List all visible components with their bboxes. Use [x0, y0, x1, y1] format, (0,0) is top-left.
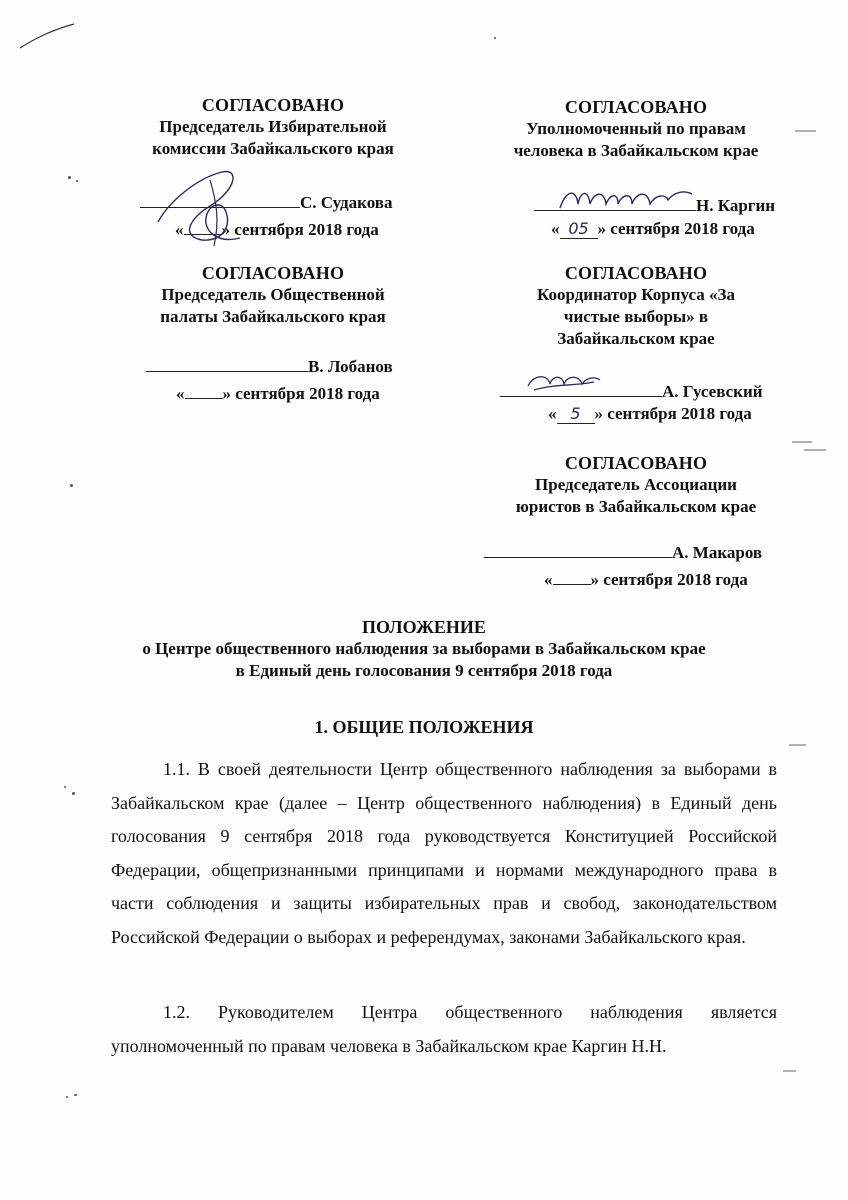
date-month-year: » сентября 2018 года [221, 220, 379, 239]
date-quote-open: « [544, 570, 553, 589]
date-month-year: » сентября 2018 года [594, 404, 752, 423]
signer-name: С. Судакова [300, 193, 393, 212]
date-line-makarov [544, 566, 748, 590]
approval-position-line: Председатель Избирательной [159, 117, 387, 136]
approval-heading: СОГЛАСОВАНО [201, 263, 345, 283]
date-day-blank: 5 [557, 405, 595, 424]
approval-position-line: Председатель Ассоциации [535, 475, 737, 494]
margin-dash-mark [794, 128, 818, 134]
signature-blank [500, 382, 662, 397]
signer-name: А. Гусевский [662, 382, 763, 401]
approval-position-line: юристов в Забайкальском крае [515, 497, 757, 516]
approval-heading: СОГЛАСОВАНО [564, 453, 708, 473]
paragraph-1-1 [111, 753, 777, 954]
paragraph-1-2 [111, 996, 777, 1063]
approval-position-line: Забайкальском крае [557, 329, 715, 348]
approval-position-line: Председатель Общественной [161, 285, 385, 304]
scan-dot [68, 176, 71, 179]
paragraph-text: 1.2. Руководителем Центра общественного наблюдения является уполномоченный по правам человека в Забайкальском крае Каргин Н.Н. [111, 1002, 777, 1056]
signature-blank [146, 357, 308, 372]
approval-position-line: человека в Забайкальском крае [513, 141, 759, 160]
scan-dot [66, 1096, 68, 1098]
document-subtitle-line: о Центре общественного наблюдения за выборами в Забайкальском крае [142, 639, 706, 658]
corner-pen-stroke [18, 22, 78, 52]
date-line-gusevsky [548, 404, 752, 424]
document-subtitle-line: в Единый день голосования 9 сентября 2018 года [235, 661, 613, 680]
paragraph-text: 1.1. В своей деятельности Центр общественного наблюдения за выборами в Забайкальском крае (далее – Центр общественного наблюдения) в Единый день голосования 9 сентября 2018 года руководствуется Конституцией Российской Федерации, общепризнанными принципами и нормами международного права в части соблюдения и защиты избирательных прав и свобод, законодательством Российской Федерации о выборах и референдумах, законами Забайкальского края. [111, 759, 777, 947]
date-quote-open: « [548, 404, 557, 423]
signature-line-sudakova [140, 193, 393, 213]
approval-position-line: Уполномоченный по правам [526, 119, 746, 138]
date-day-blank [553, 566, 591, 585]
signature-blank [140, 193, 300, 208]
date-quote-open: « [551, 219, 560, 238]
approval-block-makarov [486, 452, 786, 518]
signature-line-kargin [534, 196, 775, 216]
date-month-year: » сентября 2018 года [590, 570, 748, 589]
document-title [0, 616, 848, 682]
signature-blank [484, 543, 672, 558]
scan-dot [74, 1094, 77, 1096]
signer-name: Н. Каргин [696, 196, 776, 215]
date-month-year: » сентября 2018 года [222, 384, 380, 403]
date-month-year: » сентября 2018 года [597, 219, 755, 238]
scan-dot [70, 484, 73, 487]
approval-position-line: чистые выборы» в [563, 307, 709, 326]
approval-heading: СОГЛАСОВАНО [201, 95, 345, 115]
approval-heading: СОГЛАСОВАНО [564, 263, 708, 283]
scan-dot [64, 786, 66, 788]
scan-dot [494, 37, 496, 39]
date-line-sudakova [175, 216, 379, 240]
date-day-blank: 05 [560, 220, 598, 239]
date-day-blank [185, 380, 223, 399]
section-heading: 1. ОБЩИЕ ПОЛОЖЕНИЯ [314, 717, 534, 737]
signature-blank [534, 196, 696, 211]
date-quote-open: « [175, 220, 184, 239]
scan-dot [72, 792, 75, 795]
approval-block-gusevsky [486, 262, 786, 350]
approval-heading: СОГЛАСОВАНО [564, 97, 708, 117]
approval-position-line: палаты Забайкальского края [160, 307, 386, 326]
scan-dot [76, 180, 78, 182]
signature-line-lobanov [146, 357, 393, 377]
approval-block-sudakova [118, 94, 428, 160]
margin-dash-mark [782, 1068, 798, 1074]
date-quote-open: « [176, 384, 185, 403]
approval-position-line: Координатор Корпуса «За [537, 285, 735, 304]
approval-block-kargin [486, 96, 786, 162]
margin-dash-mark [788, 742, 808, 748]
signature-line-makarov [484, 543, 762, 563]
signature-line-gusevsky [500, 382, 763, 402]
document-heading: ПОЛОЖЕНИЕ [362, 617, 486, 637]
signer-name: А. Макаров [672, 543, 763, 562]
margin-dash-mark [790, 438, 830, 454]
approval-position-line: комиссии Забайкальского края [152, 139, 394, 158]
date-line-lobanov [176, 380, 380, 404]
signer-name: В. Лобанов [308, 357, 393, 376]
date-day-blank [184, 216, 222, 235]
date-line-kargin [551, 219, 755, 239]
approval-block-lobanov [118, 262, 428, 328]
